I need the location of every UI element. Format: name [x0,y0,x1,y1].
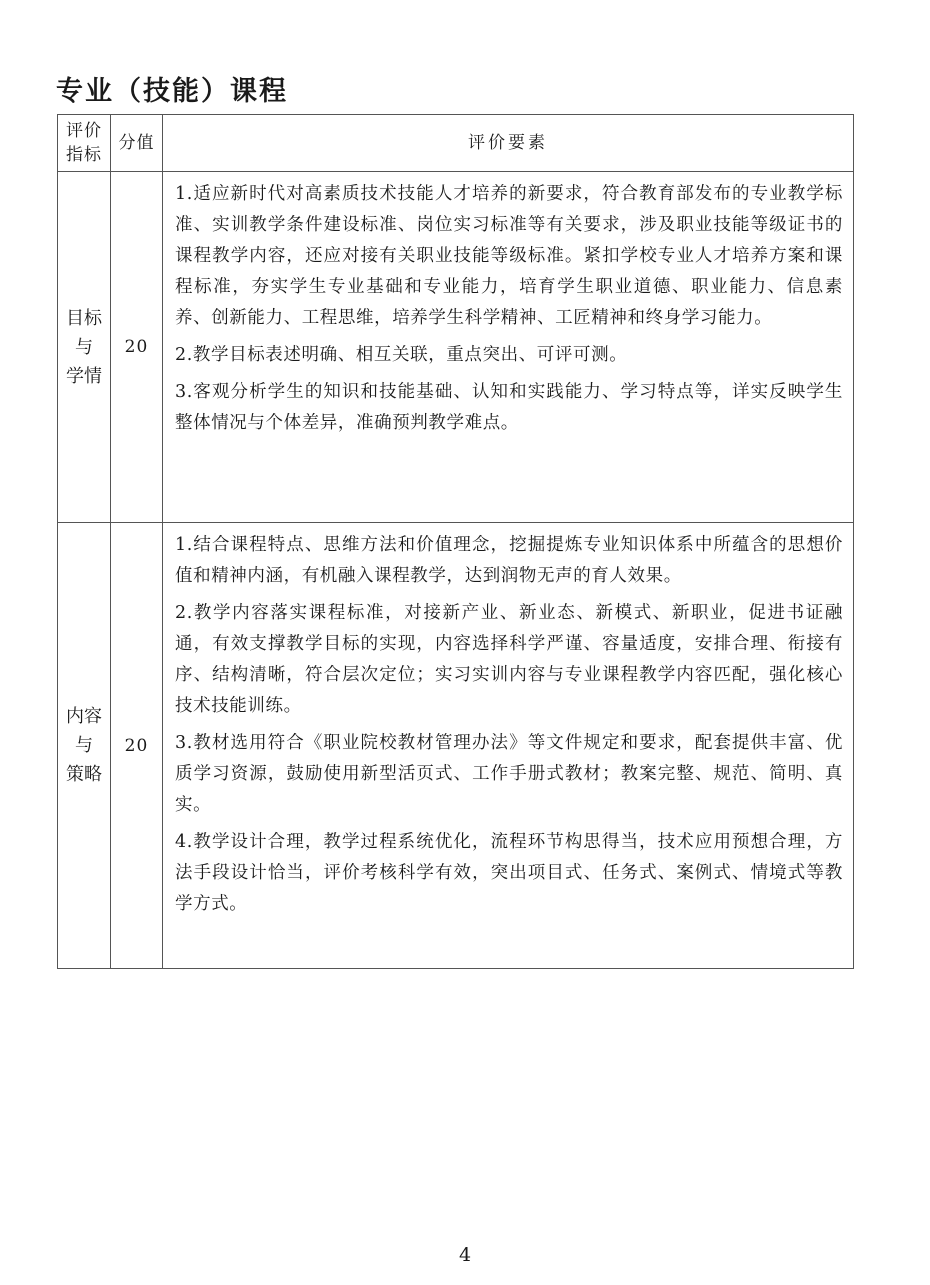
table-row [58,172,854,523]
criteria-item: 3.客观分析学生的知识和技能基础、认知和实践能力、学习特点等，详实反映学生整体情况与个体差异，准确预判教学难点。 [175,382,843,433]
indicator-line: 内容 [66,706,102,727]
page-number: 4 [458,1244,472,1266]
score-cell: 20 [111,523,163,969]
indicator-line: 与 [75,735,93,756]
criteria-item: 2.教学内容落实课程标准，对接新产业、新业态、新模式、新职业，促进书证融通，有效支撑教学目标的实现，内容选择科学严谨、容量适度，安排合理、衔接有序、结构清晰，符合层次定位；实习实训内容与专业课程教学内容匹配，强化核心技术技能训练。 [175,603,843,716]
indicator-line: 策略 [66,764,102,785]
header-indicator: 评价指标 [58,115,111,172]
criteria-cell [163,523,854,969]
header-criteria: 评价要素 [163,115,854,172]
table-row [58,523,854,969]
header-score: 分值 [111,115,163,172]
criteria-cell [163,172,854,523]
score-cell: 20 [111,172,163,523]
criteria-item: 2.教学目标表述明确、相互关联，重点突出、可评可测。 [175,345,628,365]
indicator-cell [58,523,111,969]
indicator-cell [58,172,111,523]
indicator-line: 学情 [66,365,102,387]
criteria-item: 1.结合课程特点、思维方法和价值理念，挖掘提炼专业知识体系中所蕴含的思想价值和精神内涵，有机融入课程教学，达到润物无声的育人效果。 [175,535,843,586]
indicator-line: 与 [75,336,93,358]
criteria-item: 1.适应新时代对高素质技术技能人才培养的新要求，符合教育部发布的专业教学标准、实训教学条件建设标准、岗位实习标准等有关要求，涉及职业技能等级证书的课程教学内容，还应对接有关职业技能等级标准。紧扣学校专业人才培养方案和课程标准，夯实学生专业基础和专业能力，培育学生职业道德、职业能力、信息素养、创新能力、工程思维，培养学生科学精神、工匠精神和终身学习能力。 [175,184,843,328]
table-header-row [58,115,854,172]
criteria-item: 4.教学设计合理，教学过程系统优化，流程环节构思得当，技术应用预想合理，方法手段设计恰当，评价考核科学有效，突出项目式、任务式、案例式、情境式等教学方式。 [175,832,843,914]
evaluation-table [57,114,854,969]
page-title: 专业（技能）课程 [56,76,288,107]
indicator-line: 目标 [66,307,102,329]
criteria-item: 3.教材选用符合《职业院校教材管理办法》等文件规定和要求，配套提供丰富、优质学习资源，鼓励使用新型活页式、工作手册式教材；教案完整、规范、简明、真实。 [175,733,843,815]
